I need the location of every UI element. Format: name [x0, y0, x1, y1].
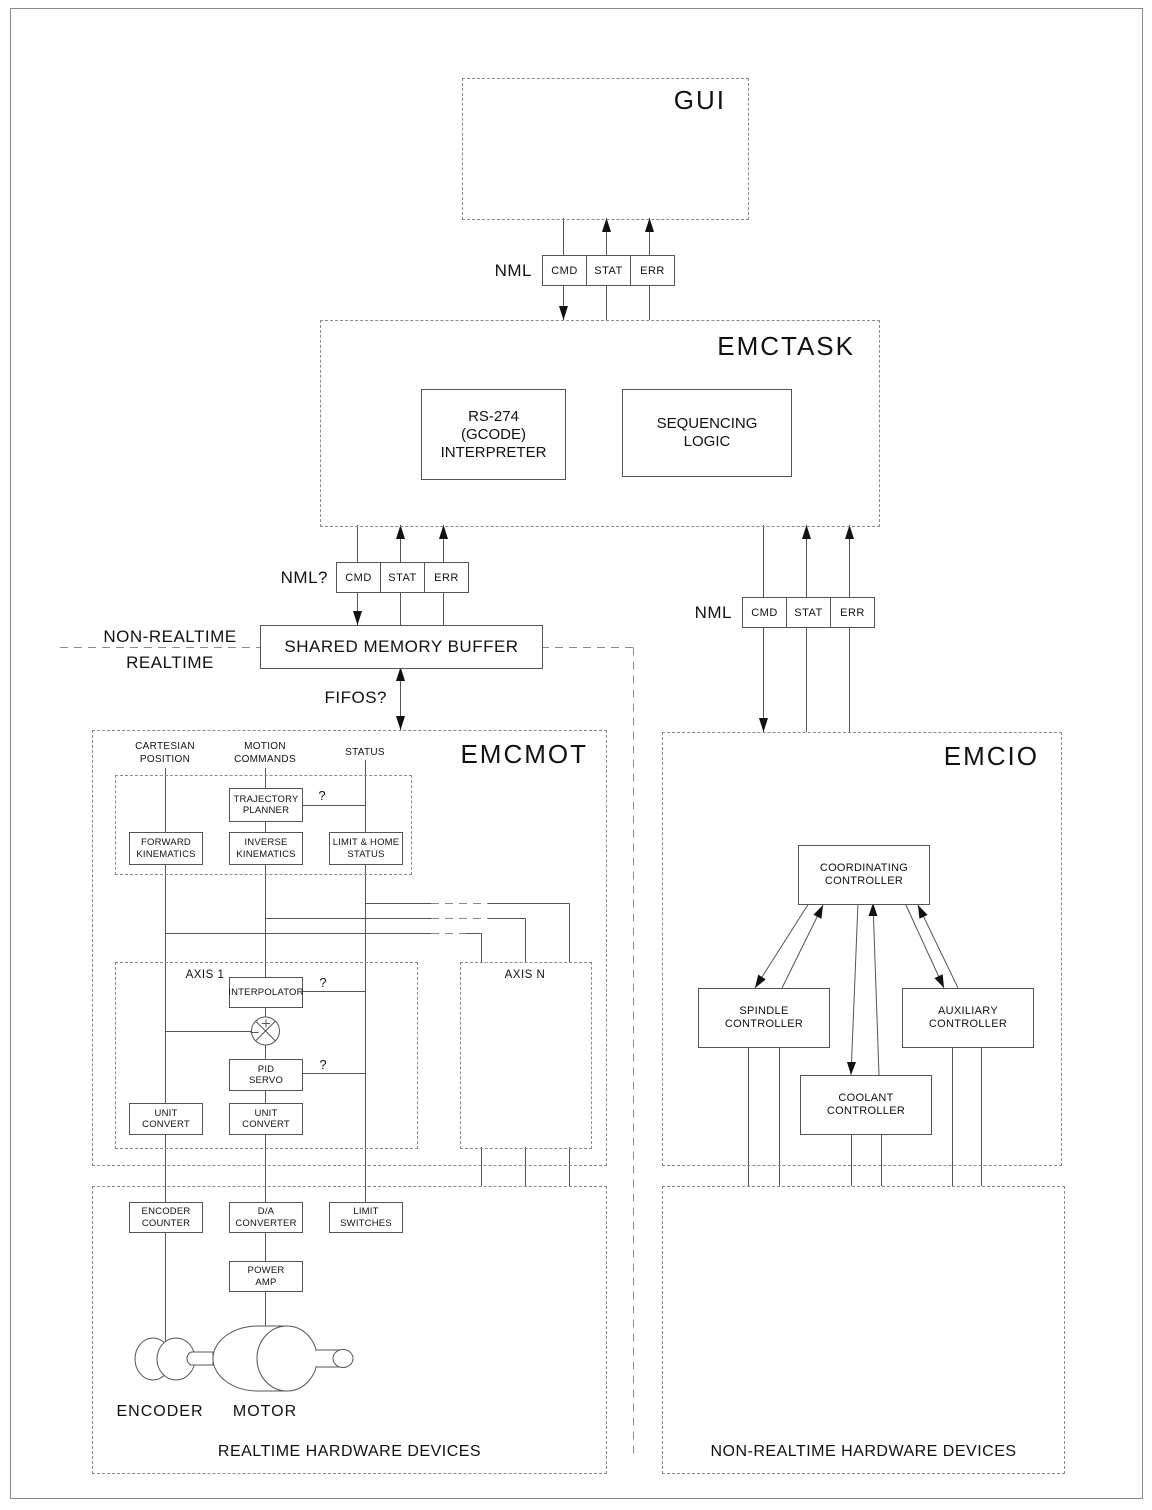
nml-cmd-cell: CMD [542, 255, 587, 286]
arrow-down-icon [353, 611, 362, 625]
sequencing-logic-box: SEQUENCING LOGIC [622, 389, 792, 477]
coolant-controller-box: COOLANT CONTROLLER [800, 1075, 932, 1135]
inverse-kinematics-box: INVERSE KINEMATICS [229, 832, 303, 865]
motor-label: MOTOR [232, 1403, 298, 1420]
gcode-interpreter-box: RS-274 (GCODE) INTERPRETER [421, 389, 566, 480]
power-amp-box: POWER AMP [229, 1261, 303, 1292]
auxiliary-controller-box: AUXILIARY CONTROLLER [902, 988, 1034, 1048]
forward-kinematics-box: FORWARD KINEMATICS [129, 832, 203, 865]
nml-cmd-cell: CMD [336, 562, 381, 593]
arrow-up-icon [602, 218, 611, 232]
arrow-up-icon [396, 667, 405, 681]
nml-left-label: NML? [280, 568, 328, 587]
pid-servo-box: PID SERVO [229, 1059, 303, 1091]
nml-cmd-cell: CMD [742, 597, 787, 628]
axis1-label: AXIS 1 [185, 969, 225, 981]
emcmot-title: EMCMOT [460, 739, 588, 769]
realtime-hardware-title: REALTIME HARDWARE DEVICES [217, 1443, 482, 1460]
nml-top-channels [542, 255, 675, 286]
axisn-box [460, 962, 592, 1149]
nml-stat-cell: STAT [381, 562, 425, 593]
nml-err-cell: ERR [831, 597, 875, 628]
arrow-down-icon [759, 718, 768, 732]
axisn-label: AXIS N [504, 969, 546, 981]
arrow-up-icon [645, 218, 654, 232]
shared-memory-buffer-box: SHARED MEMORY BUFFER [260, 625, 543, 669]
question-mark: ? [319, 975, 327, 990]
limit-switches-box: LIMIT SWITCHES [329, 1202, 403, 1233]
coordinating-controller-box: COORDINATING CONTROLLER [798, 845, 930, 905]
encoder-label: ENCODER [116, 1403, 204, 1420]
emcio-title: EMCIO [943, 741, 1039, 771]
unit-convert-box: UNIT CONVERT [129, 1103, 203, 1135]
question-mark: ? [319, 1057, 327, 1072]
nml-stat-cell: STAT [787, 597, 831, 628]
realtime-label: REALTIME [126, 653, 214, 672]
nml-top-label: NML [494, 261, 532, 280]
nml-left-channels [336, 562, 469, 593]
interpolator-box: INTERPOLATOR [229, 977, 303, 1008]
nonrealtime-hardware-box [662, 1186, 1065, 1474]
emctask-title: EMCTASK [717, 331, 855, 361]
arrow-up-icon [396, 525, 405, 539]
nml-right-label: NML [694, 603, 732, 622]
question-mark: ? [318, 788, 326, 803]
arrow-up-icon [439, 525, 448, 539]
nml-right-channels [742, 597, 875, 628]
nml-stat-cell: STAT [587, 255, 631, 286]
nml-err-cell: ERR [631, 255, 675, 286]
status-label: STATUS [345, 747, 385, 758]
arrow-down-icon [559, 306, 568, 320]
nonrealtime-hardware-title: NON-REALTIME HARDWARE DEVICES [710, 1443, 1017, 1460]
limit-home-status-box: LIMIT & HOME STATUS [329, 832, 403, 865]
trajectory-planner-box: TRAJECTORY PLANNER [229, 788, 303, 822]
arrow-down-icon [396, 716, 405, 730]
cartesian-position-label: CARTESIAN POSITION [135, 741, 195, 765]
arrow-up-icon [845, 525, 854, 539]
non-realtime-label: NON-REALTIME [103, 627, 237, 646]
nml-err-cell: ERR [425, 562, 469, 593]
da-converter-box: D/A CONVERTER [229, 1202, 303, 1233]
gui-title: GUI [673, 85, 726, 115]
emctask-box [320, 320, 880, 527]
fifos-label: FIFOS? [324, 688, 387, 707]
arrow-up-icon [802, 525, 811, 539]
spindle-controller-box: SPINDLE CONTROLLER [698, 988, 830, 1048]
motion-commands-label: MOTION COMMANDS [234, 741, 296, 765]
unit-convert-box: UNIT CONVERT [229, 1103, 303, 1135]
encoder-counter-box: ENCODER COUNTER [129, 1202, 203, 1233]
gui-box [462, 78, 749, 220]
